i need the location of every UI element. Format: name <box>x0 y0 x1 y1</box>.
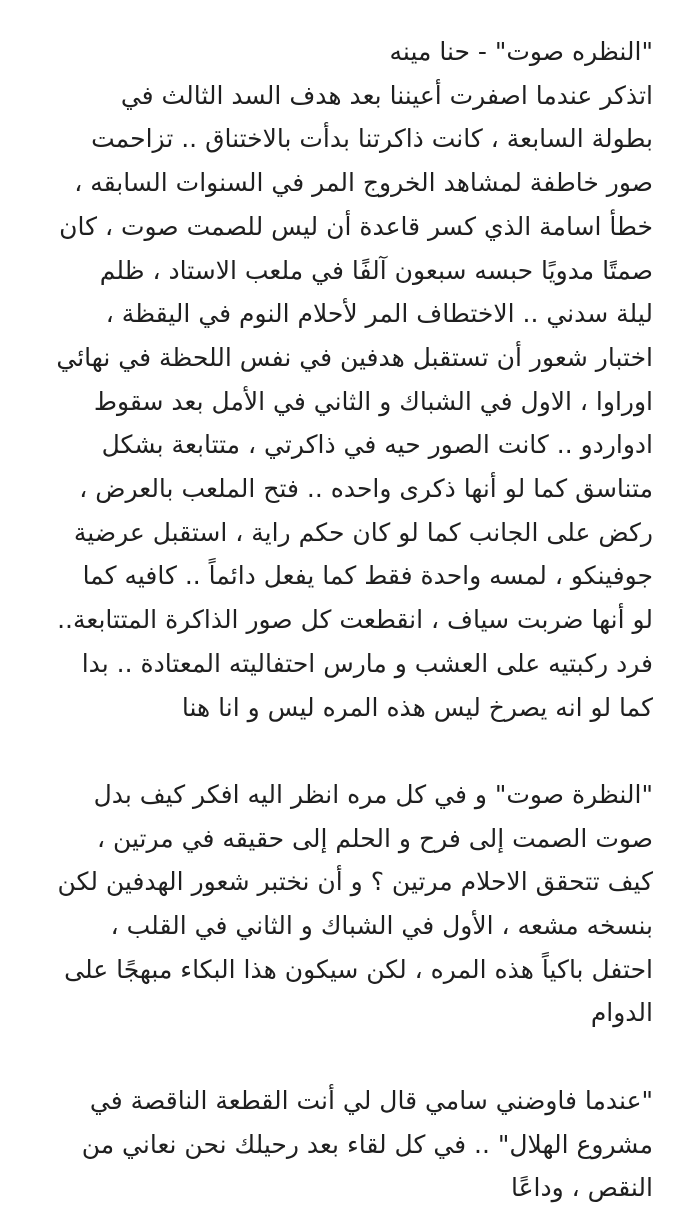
text-line: جوفينكو ، لمسه واحدة فقط كما يفعل دائماً .. كافيه كما <box>82 561 653 591</box>
paragraph-2 <box>22 773 653 1035</box>
text-line: ليلة سدني .. الاختطاف المر لأحلام النوم في اليقظة ، <box>105 299 653 329</box>
text-line: "النظره صوت" - حنا مينه <box>389 37 653 66</box>
text-line: كيف تتحقق الاحلام مرتين ؟ و أن نختبر شعور الهدفين لكن <box>57 867 653 897</box>
text-line: كما لو انه يصرخ ليس هذه المره ليس و انا هنا <box>181 692 653 722</box>
text-line: صور خاطفة لمشاهد الخروج المر في السنوات السابقه ، <box>74 168 653 198</box>
paragraph-3 <box>22 1079 653 1210</box>
text-line: احتفل باكياً هذه المره ، لكن سيكون هذا البكاء مبهجًا على <box>64 954 653 984</box>
text-line: اوراوا ، الاول في الشباك و الثاني في الأمل بعد سقوط <box>93 386 653 416</box>
text-line: متناسق كما لو أنها ذكرى واحده .. فتح الملعب بالعرض ، <box>79 474 653 504</box>
paragraph-1 <box>22 30 653 729</box>
text-line: اتذكر عندما اصفرت أعيننا بعد هدف السد الثالث في <box>120 80 653 110</box>
text-line: "عندما فاوضني سامي قال لي أنت القطعة الناقصة في <box>89 1085 653 1115</box>
text-line: لو أنها ضربت سياف ، انقطعت كل صور الذاكرة المتتابعة.. <box>57 605 653 635</box>
text-line: مشروع الهلال" .. في كل لقاء بعد رحيلك نحن نعاني من <box>81 1129 653 1159</box>
text-line: بطولة السابعة ، كانت ذاكرتنا بدأت بالاختناق .. تزاحمت <box>91 124 653 154</box>
text-line: صمتًا مدويًا حبسه سبعون آلفًا في ملعب الاستاد ، ظلم <box>99 255 653 285</box>
text-line: اختبار شعور أن تستقبل هدفين في نفس اللحظة في نهائي <box>56 342 653 372</box>
text-line: "النظرة صوت" و في كل مره انظر اليه افكر كيف بدل <box>93 779 653 809</box>
text-line: ادواردو .. كانت الصور حيه في ذاكرتي ، متتابعة بشكل <box>101 430 653 460</box>
text-line: بنسخه مشعه ، الأول في الشباك و الثاني في القلب ، <box>110 911 653 941</box>
text-line: النقص ، وداعًا <box>510 1173 653 1203</box>
text-line: الدوام <box>590 998 653 1028</box>
text-line: خطأ اسامة الذي كسر قاعدة أن ليس للصمت صوت ، كان <box>59 211 653 241</box>
text-line: فرد ركبتيه على العشب و مارس احتفاليته المعتادة .. بدا <box>81 648 653 678</box>
text-line: صوت الصمت إلى فرح و الحلم إلى حقيقه في مرتين ، <box>96 823 653 853</box>
text-line: ركض على الجانب كما لو كان حكم راية ، استقبل عرضية <box>73 517 653 547</box>
